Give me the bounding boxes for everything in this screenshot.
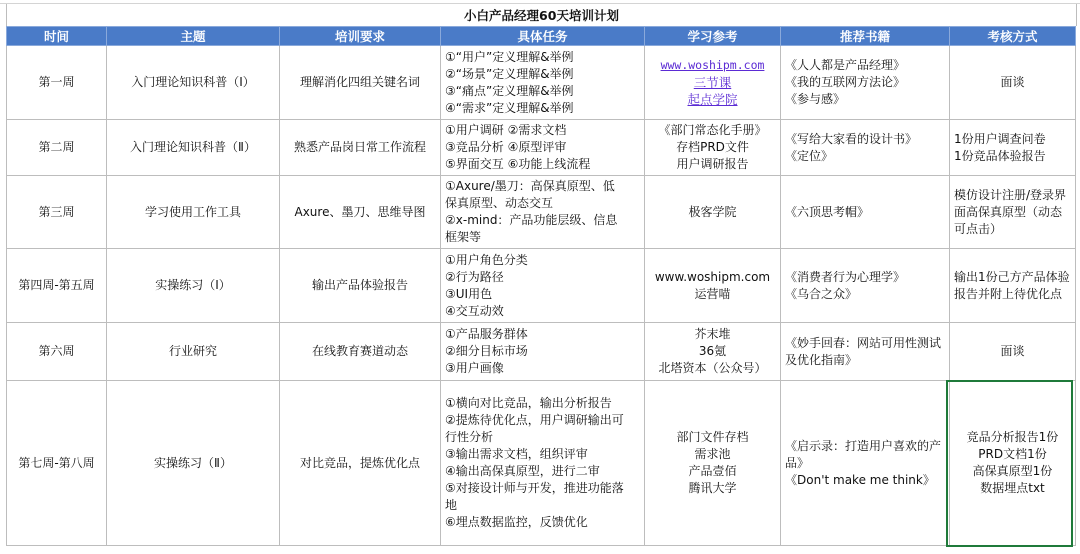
task-line: ②x-mind：产品功能层级、信息 — [445, 213, 618, 227]
cell-tasks[interactable] — [441, 176, 645, 249]
cell-requirement[interactable]: 输出产品体验报告 — [280, 249, 441, 323]
reference-line: 芥末堆 — [694, 327, 731, 341]
book-line: 及优化指南》 — [785, 352, 858, 367]
cell-books[interactable] — [781, 46, 950, 120]
reference-line: 极客学院 — [688, 204, 737, 219]
reference-line: 存档PRD文件 — [676, 140, 749, 154]
assessment-line: 面高保真原型（动态 — [954, 204, 1063, 219]
cell-topic[interactable]: 实操练习（Ⅱ） — [107, 381, 280, 546]
training-plan-table — [6, 26, 1076, 546]
task-line: ⑤对接设计师与开发，推进功能落 — [445, 481, 624, 495]
assessment-line: 面谈 — [1000, 75, 1025, 89]
task-line: ①产品服务群体 — [445, 327, 528, 341]
cell-assessment[interactable] — [950, 46, 1076, 120]
cell-requirement[interactable]: Axure、墨刀、思维导图 — [280, 176, 441, 249]
book-line: 《人人都是产品经理》 — [785, 58, 906, 72]
task-line: ⑥埋点数据监控，反馈优化 — [445, 515, 588, 529]
task-line: 保真原型、动态交互 — [445, 196, 554, 210]
task-line: ④“需求”定义理解&举例 — [445, 100, 574, 115]
sheet-title[interactable]: 小白产品经理60天培训计划 — [6, 4, 1077, 26]
header-row — [7, 27, 1076, 46]
cell-topic[interactable]: 入门理论知识科普（Ⅰ） — [107, 46, 280, 120]
reference-line: 腾讯大学 — [688, 481, 737, 495]
cell-topic[interactable]: 学习使用工作工具 — [107, 176, 280, 249]
cell-time[interactable]: 第六周 — [7, 323, 107, 381]
reference-line: 《部门常态化手册》 — [658, 123, 767, 137]
assessment-line: 模仿设计注册/登录界 — [954, 187, 1067, 202]
task-line: ②提炼待优化点，用户调研输出可 — [445, 413, 624, 427]
table-row — [7, 120, 1076, 176]
cell-tasks[interactable] — [441, 120, 645, 176]
assessment-line: 可点击） — [954, 221, 1003, 236]
header-reference[interactable]: 学习参考 — [645, 27, 781, 46]
book-line: 《Don't make me think》 — [785, 472, 935, 487]
task-line: ①横向对比竞品，输出分析报告 — [445, 396, 612, 410]
book-line: 《我的互联网方法论》 — [785, 75, 906, 89]
cell-reference[interactable] — [645, 381, 781, 546]
cell-assessment[interactable] — [950, 249, 1076, 323]
task-line: ④交互动效 — [445, 303, 504, 318]
book-line: 《启示录：打造用户喜欢的产 — [785, 438, 942, 453]
task-line: 行性分析 — [445, 430, 494, 444]
cell-tasks[interactable] — [441, 249, 645, 323]
task-line: ①Axure/墨刀：高保真原型、低 — [445, 179, 615, 193]
task-line: 地 — [445, 498, 458, 512]
table-row — [7, 381, 1076, 546]
reference-line: www.woshipm.com — [654, 269, 771, 284]
reference-line: 产品壹佰 — [688, 464, 737, 478]
assessment-line: 面谈 — [1000, 344, 1025, 358]
cell-requirement[interactable]: 对比竞品，提炼优化点 — [280, 381, 441, 546]
cell-books[interactable] — [781, 381, 950, 546]
cell-reference[interactable] — [645, 323, 781, 381]
reference-link[interactable]: 三节课 — [693, 75, 732, 90]
cell-time[interactable]: 第一周 — [7, 46, 107, 120]
cell-assessment[interactable] — [950, 176, 1076, 249]
cell-reference[interactable] — [645, 249, 781, 323]
assessment-line: 报告并附上待优化点 — [954, 286, 1063, 301]
assessment-line: 数据埋点txt — [980, 481, 1045, 495]
book-line: 《写给大家看的设计书》 — [785, 131, 918, 146]
assessment-line: 输出1份己方产品体验 — [954, 269, 1070, 284]
reference-line: 需求池 — [694, 447, 731, 461]
task-line: ②细分目标市场 — [445, 344, 528, 358]
cell-time[interactable]: 第三周 — [7, 176, 107, 249]
header-requirement[interactable]: 培训要求 — [280, 27, 441, 46]
task-line: ①用户角色分类 — [445, 252, 528, 267]
reference-line: 部门文件存档 — [676, 430, 749, 444]
cell-time[interactable]: 第四周-第五周 — [7, 249, 107, 323]
table-row — [7, 249, 1076, 323]
task-line: ③用户画像 — [445, 361, 504, 375]
cell-books[interactable] — [781, 249, 950, 323]
assessment-line: 竞品分析报告1份 — [966, 430, 1059, 444]
header-assessment[interactable]: 考核方式 — [950, 27, 1076, 46]
task-line: ②“场景”定义理解&举例 — [445, 66, 574, 81]
task-line: ③竞品分析 ④原型评审 — [445, 140, 567, 154]
reference-line: 36氪 — [698, 344, 727, 358]
book-line: 《消费者行为心理学》 — [785, 269, 906, 284]
cell-tasks[interactable] — [441, 323, 645, 381]
task-line: ③输出需求文档，组织评审 — [445, 447, 588, 461]
header-books[interactable]: 推荐书籍 — [781, 27, 950, 46]
assessment-line: 高保真原型1份 — [972, 464, 1053, 478]
task-line: ③“痛点”定义理解&举例 — [445, 83, 574, 98]
task-line: ①用户调研 ②需求文档 — [445, 123, 567, 137]
cell-books[interactable] — [781, 120, 950, 176]
book-line: 《定位》 — [785, 148, 834, 163]
table-row — [7, 323, 1076, 381]
header-time[interactable]: 时间 — [7, 27, 107, 46]
cell-topic[interactable]: 入门理论知识科普（Ⅱ） — [107, 120, 280, 176]
task-line: ②行为路径 — [445, 269, 504, 284]
cell-tasks[interactable] — [441, 381, 645, 546]
cell-assessment[interactable] — [950, 323, 1076, 381]
cell-topic[interactable]: 行业研究 — [107, 323, 280, 381]
cell-requirement[interactable]: 理解消化四组关键名词 — [280, 46, 441, 120]
reference-line: 用户调研报告 — [676, 157, 749, 171]
cell-reference[interactable] — [645, 46, 781, 120]
cell-time[interactable]: 第二周 — [7, 120, 107, 176]
reference-link[interactable]: www.woshipm.com — [660, 58, 765, 72]
task-line: ③UI用色 — [445, 286, 493, 301]
reference-line: 北塔资本（公众号） — [658, 361, 767, 375]
table-row — [7, 46, 1076, 120]
assessment-line: 1份竞品体验报告 — [954, 148, 1046, 163]
book-line: 品》 — [785, 455, 810, 470]
cell-books[interactable] — [781, 323, 950, 381]
task-line: 框架等 — [445, 230, 482, 244]
book-line: 《参与感》 — [785, 92, 846, 106]
reference-link[interactable]: 起点学院 — [687, 92, 738, 107]
cell-requirement[interactable]: 熟悉产品岗日常工作流程 — [280, 120, 441, 176]
cell-reference[interactable] — [645, 176, 781, 249]
cell-reference[interactable] — [645, 120, 781, 176]
cell-assessment-selected[interactable] — [950, 381, 1076, 546]
header-topic[interactable]: 主题 — [107, 27, 280, 46]
book-line: 《妙手回春：网站可用性测试 — [785, 335, 942, 350]
cell-assessment[interactable] — [950, 120, 1076, 176]
cell-requirement[interactable]: 在线教育赛道动态 — [280, 323, 441, 381]
cell-tasks[interactable] — [441, 46, 645, 120]
cell-books[interactable] — [781, 176, 950, 249]
task-line: ①“用户”定义理解&举例 — [445, 49, 574, 64]
task-line: ④输出高保真原型，进行二审 — [445, 464, 600, 478]
assessment-line: 1份用户调查问卷 — [954, 131, 1046, 146]
header-tasks[interactable]: 具体任务 — [441, 27, 645, 46]
task-line: ⑤界面交互 ⑥功能上线流程 — [445, 157, 591, 171]
assessment-line: PRD文档1份 — [978, 447, 1047, 461]
cell-time[interactable]: 第七周-第八周 — [7, 381, 107, 546]
table-row — [7, 176, 1076, 249]
book-line: 《乌合之众》 — [785, 286, 858, 301]
cell-topic[interactable]: 实操练习（Ⅰ） — [107, 249, 280, 323]
book-line: 《六顶思考帽》 — [785, 204, 870, 219]
reference-line: 运营喵 — [694, 286, 731, 301]
